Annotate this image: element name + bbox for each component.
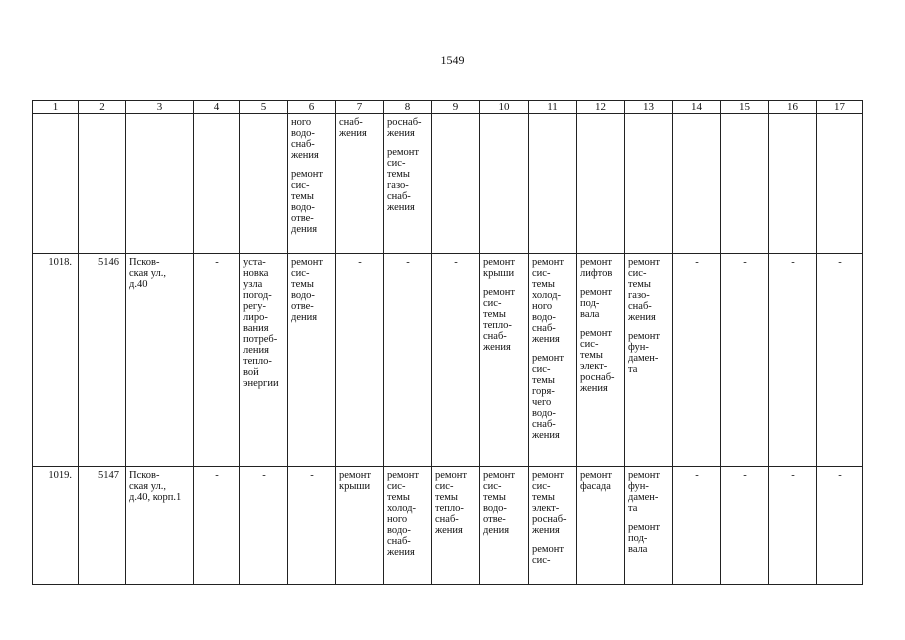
cell-text-line: чего [532,397,552,408]
cell-text-line: жения [532,334,560,345]
table-cell [384,114,432,254]
cell-text-line: - [310,470,314,481]
table-cell [126,254,194,467]
cell-text-line: сис- [291,268,310,279]
cell-text-line: фун- [628,481,649,492]
cell-text-line: - [695,257,699,268]
cell-text-line: роснаб- [580,372,615,383]
table-cell [79,254,126,467]
table-cell [577,467,625,585]
cell-text-line: снаб- [532,323,556,334]
table-cell [288,114,336,254]
cell-text-line: темы [532,279,555,290]
cell-text-line: темы [532,492,555,503]
table-cell [769,467,817,585]
table-cell [625,114,673,254]
cell-text-line: - [406,257,410,268]
table-cell [625,467,673,585]
cell-text-line: темы [387,169,410,180]
cell-text-line: ремонт [580,287,613,298]
cell-text-line: ремонт [580,470,613,481]
cell-text-line: ления [243,345,269,356]
cell-text-line: роснаб- [532,514,567,525]
cell-text-line: жения [387,128,415,139]
cell-text-line: снаб- [483,331,507,342]
table-cell [577,254,625,467]
table-cell [480,254,529,467]
cell-text-line: водо- [291,290,315,301]
cell-text-line: сис- [532,364,551,375]
column-number-header: 4 [194,101,240,114]
cell-text-line: сис- [532,555,551,566]
cell-text-line: ремонт [483,287,516,298]
cell-text-line: ремонт [532,257,565,268]
table-cell [194,114,240,254]
cell-text-line: темы [628,279,651,290]
paragraph-gap [387,139,429,147]
column-number-header: 16 [769,101,817,114]
cell-text-line: - [838,257,842,268]
column-number-header: 8 [384,101,432,114]
cell-text-line: д.40, корп.1 [129,492,182,503]
table-cell [721,467,769,585]
cell-text-line: водо- [532,312,556,323]
cell-text-line: жения [387,547,415,558]
cell-text-line: вала [628,544,648,555]
column-number-header: 2 [79,101,126,114]
cell-text-line: темы [435,492,458,503]
table-cell [529,254,577,467]
table-row [33,467,863,585]
cell-text-line: элект- [532,503,560,514]
table-cell [432,114,480,254]
cell-text-line: 1018. [48,257,72,268]
cell-text-line: та [628,503,638,514]
cell-text-line: вой [243,367,259,378]
cell-text-line: ремонт [483,470,516,481]
cell-text-line: вания [243,323,269,334]
cell-text-line: ремонт [291,257,324,268]
cell-text-line: погод- [243,290,272,301]
column-number-header: 13 [625,101,673,114]
cell-text-line: жения [532,430,560,441]
header-row [33,101,863,114]
table-cell [194,467,240,585]
cell-text-line: ремонт [628,331,661,342]
cell-text-line: водо- [291,202,315,213]
cell-text-line: фасада [580,481,611,492]
cell-text-line: отве- [483,514,506,525]
cell-text-line: темы [483,309,506,320]
cell-text-line: - [791,257,795,268]
column-number-header: 10 [480,101,529,114]
cell-text-line: сис- [435,481,454,492]
cell-text-line: дамен- [628,492,659,503]
table-cell [769,254,817,467]
table-cell [673,114,721,254]
cell-text-line: водо- [532,408,556,419]
cell-text-line: ремонт [339,470,372,481]
cell-text-line: сис- [532,481,551,492]
cell-text-line: сис- [628,268,647,279]
cell-text-line: ремонт [628,470,661,481]
cell-text-line: - [743,470,747,481]
cell-text-line: сис- [532,268,551,279]
cell-text-line: крыши [483,268,515,279]
cell-text-line: ремонт [291,169,324,180]
cell-text-line: отве- [291,301,314,312]
cell-text-line: узла [243,279,263,290]
cell-text-line: темы [291,191,314,202]
cell-text-line: ремонт [532,353,565,364]
cell-text-line: ремонт [483,257,516,268]
cell-text-line: ремонт [628,257,661,268]
cell-text-line: ремонт [580,328,613,339]
paragraph-gap [291,161,333,169]
paragraph-gap [628,514,670,522]
repair-schedule-table [32,100,863,585]
table-cell [33,114,79,254]
paragraph-gap [580,320,622,328]
cell-text-line: снаб- [387,191,411,202]
cell-text-line: жения [483,342,511,353]
column-number-header: 12 [577,101,625,114]
cell-text-line: темы [532,375,555,386]
cell-text-line: ремонт [387,147,420,158]
column-number-header: 5 [240,101,288,114]
table-cell [673,254,721,467]
table-row [33,114,863,254]
cell-text-line: сис- [483,298,502,309]
cell-text-line: горя- [532,386,555,397]
table-cell [529,467,577,585]
table-cell [336,114,384,254]
table-cell [384,467,432,585]
cell-text-line: ская ул., [129,268,166,279]
cell-text-line: жения [339,128,367,139]
cell-text-line: под- [580,298,600,309]
column-number-header: 7 [336,101,384,114]
cell-text-line: ремонт [532,470,565,481]
cell-text-line: дамен- [628,353,659,364]
cell-text-line: снаб- [387,536,411,547]
page-number: 1549 [440,53,465,67]
table-cell [625,254,673,467]
cell-text-line: Псков- [129,257,160,268]
cell-text-line: 1019. [48,470,72,481]
column-number-header: 15 [721,101,769,114]
cell-text-line: регу- [243,301,266,312]
table-cell [673,467,721,585]
cell-text-line: - [454,257,458,268]
table-cell [817,467,863,585]
paragraph-gap [628,323,670,331]
table-cell [480,467,529,585]
table-cell [384,254,432,467]
cell-text-line: ного [387,514,408,525]
cell-text-line: ного [532,301,553,312]
cell-text-line: энергии [243,378,279,389]
cell-text-line: новка [243,268,269,279]
column-number-header: 3 [126,101,194,114]
cell-text-line: газо- [628,290,650,301]
cell-text-line: - [215,257,219,268]
cell-text-line: снаб- [339,117,363,128]
cell-text-line: газо- [387,180,409,191]
column-number-header: 17 [817,101,863,114]
cell-text-line: - [215,470,219,481]
cell-text-line: Псков- [129,470,160,481]
cell-text-line: 5147 [98,470,119,481]
table-cell [240,467,288,585]
cell-text-line: снаб- [628,301,652,312]
cell-text-line: жения [435,525,463,536]
cell-text-line: тепло- [483,320,512,331]
cell-text-line: отве- [291,213,314,224]
table-cell [817,114,863,254]
table-row [33,254,863,467]
paragraph-gap [532,536,574,544]
cell-text-line: темы [580,350,603,361]
cell-text-line: тепло- [435,503,464,514]
cell-text-line: дения [291,312,318,323]
cell-text-line: сис- [291,180,310,191]
cell-text-line: ремонт [580,257,613,268]
table-cell [817,254,863,467]
cell-text-line: 5146 [98,257,119,268]
cell-text-line: темы [483,492,506,503]
column-number-header: 11 [529,101,577,114]
cell-text-line: водо- [387,525,411,536]
cell-text-line: водо- [483,503,507,514]
cell-text-line: сис- [580,339,599,350]
cell-text-line: ремонт [532,544,565,555]
column-number-header: 14 [673,101,721,114]
cell-text-line: сис- [387,158,406,169]
table-cell [721,114,769,254]
cell-text-line: та [628,364,638,375]
column-number-header: 6 [288,101,336,114]
table-cell [79,114,126,254]
column-number-header: 9 [432,101,480,114]
table-cell [577,114,625,254]
cell-text-line: дения [483,525,510,536]
cell-text-line: темы [291,279,314,290]
cell-text-line: ного [291,117,312,128]
table-cell [288,467,336,585]
cell-text-line: холод- [387,503,416,514]
table-cell [336,254,384,467]
cell-text-line: - [791,470,795,481]
cell-text-line: жения [628,312,656,323]
cell-text-line: ремонт [387,470,420,481]
cell-text-line: снаб- [532,419,556,430]
cell-text-line: лифтов [580,268,613,279]
paragraph-gap [483,279,526,287]
table-cell [288,254,336,467]
cell-text-line: лиро- [243,312,268,323]
table-cell [432,254,480,467]
cell-text-line: уста- [243,257,266,268]
table-cell [480,114,529,254]
cell-text-line: жения [532,525,560,536]
cell-text-line: жения [580,383,608,394]
cell-text-line: сис- [483,481,502,492]
table-cell [721,254,769,467]
cell-text-line: темы [387,492,410,503]
cell-text-line: снаб- [435,514,459,525]
cell-text-line: водо- [291,128,315,139]
cell-text-line: жения [387,202,415,213]
paragraph-gap [532,345,574,353]
table-cell [126,114,194,254]
table-cell [240,114,288,254]
cell-text-line: под- [628,533,648,544]
table-cell [33,467,79,585]
cell-text-line: элект- [580,361,608,372]
cell-text-line: - [838,470,842,481]
table-cell [240,254,288,467]
cell-text-line: фун- [628,342,649,353]
table-cell [769,114,817,254]
table-cell [126,467,194,585]
cell-text-line: ская ул., [129,481,166,492]
table-cell [432,467,480,585]
cell-text-line: крыши [339,481,371,492]
cell-text-line: тепло- [243,356,272,367]
cell-text-line: - [743,257,747,268]
cell-text-line: сис- [387,481,406,492]
cell-text-line: холод- [532,290,561,301]
cell-text-line: д.40 [129,279,148,290]
cell-text-line: жения [291,150,319,161]
table-cell [336,467,384,585]
paragraph-gap [580,279,622,287]
cell-text-line: вала [580,309,600,320]
cell-text-line: ремонт [435,470,468,481]
cell-text-line: ремонт [628,522,661,533]
cell-text-line: - [358,257,362,268]
table-cell [33,254,79,467]
table-cell [79,467,126,585]
cell-text-line: снаб- [291,139,315,150]
cell-text-line: - [262,470,266,481]
cell-text-line: потреб- [243,334,278,345]
cell-text-line: роснаб- [387,117,422,128]
table-cell [529,114,577,254]
cell-text-line: дения [291,224,318,235]
column-number-header: 1 [33,101,79,114]
cell-text-line: - [695,470,699,481]
table-cell [194,254,240,467]
